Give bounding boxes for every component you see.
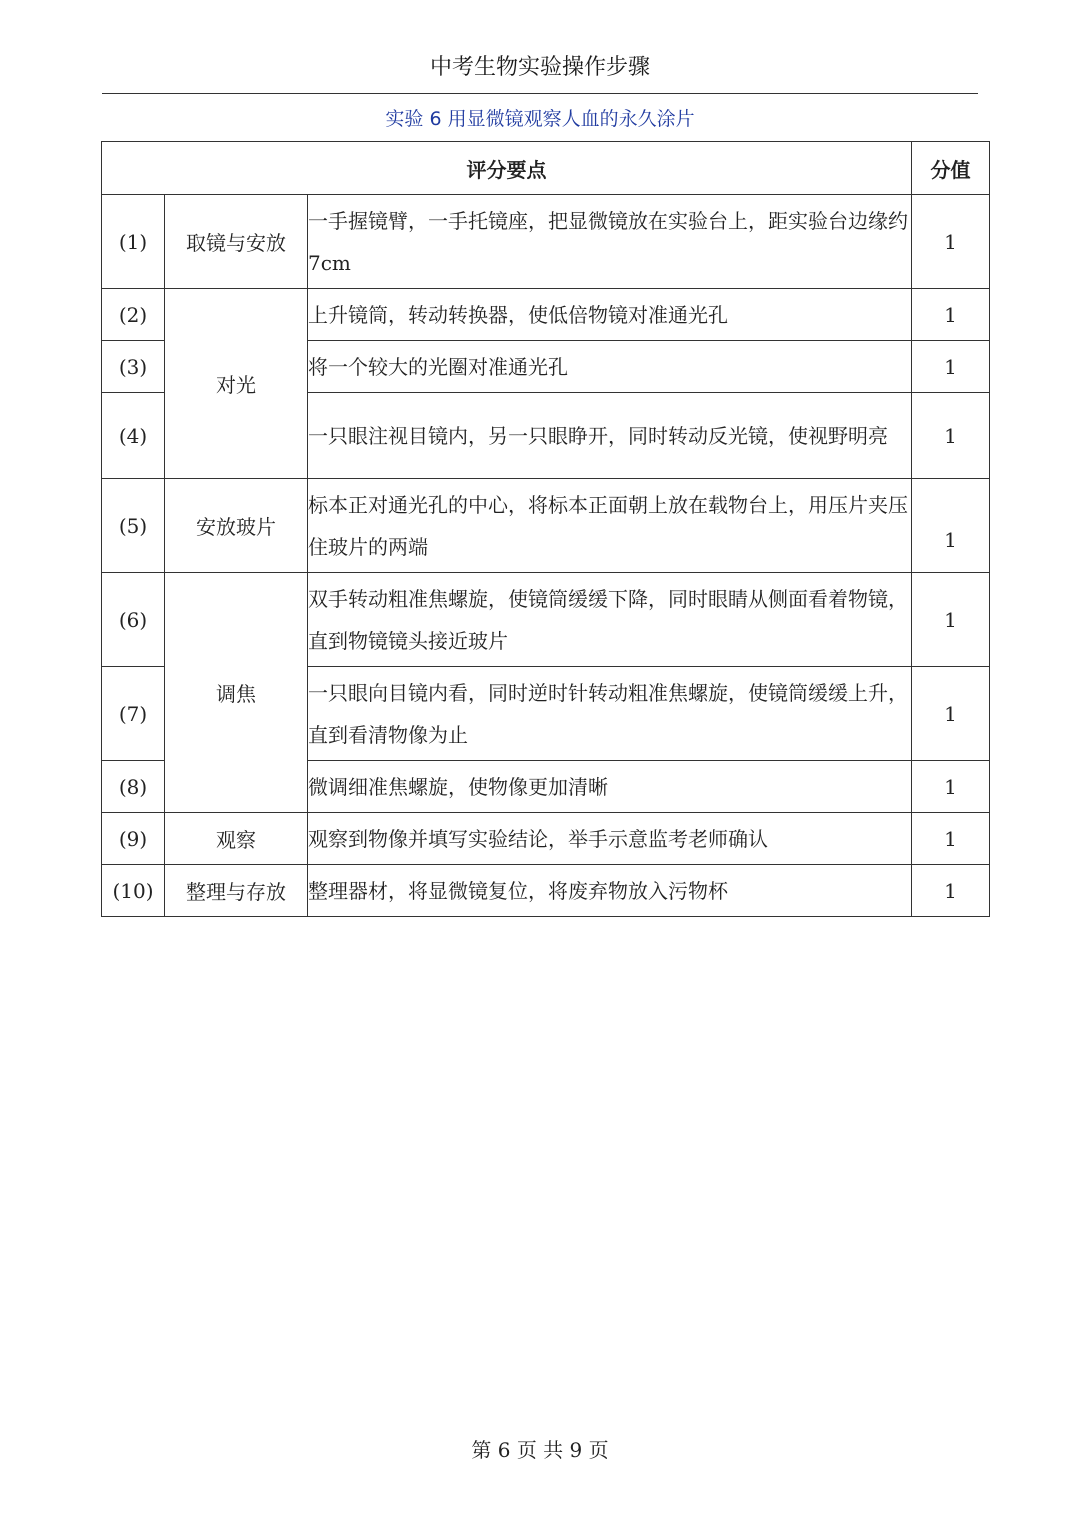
row-score: 1 (912, 761, 990, 813)
row-score: 1 (912, 813, 990, 865)
table-row (102, 813, 990, 865)
header-divider (102, 93, 978, 94)
row-description: 一只眼向目镜内看，同时逆时针转动粗准焦螺旋，使镜筒缓缓上升，直到看清物像为止 (308, 667, 912, 761)
row-description: 一手握镜臂，一手托镜座，把显微镜放在实验台上，距实验台边缘约7cm (308, 195, 912, 289)
row-description: 标本正对通光孔的中心，将标本正面朝上放在载物台上，用压片夹压住玻片的两端 (308, 479, 912, 573)
row-category: 整理与存放 (165, 865, 308, 917)
row-score: 1 (912, 479, 990, 573)
row-score: 1 (912, 289, 990, 341)
document-title: 中考生物实验操作步骤 (429, 55, 650, 80)
row-category: 调焦 (165, 573, 308, 813)
row-category: 观察 (165, 813, 308, 865)
table-row (102, 479, 990, 573)
row-number: (8) (102, 761, 165, 813)
row-number: (1) (102, 195, 165, 289)
header-points: 评分要点 (102, 142, 912, 195)
row-number: (9) (102, 813, 165, 865)
row-description: 将一个较大的光圈对准通光孔 (308, 341, 912, 393)
row-score: 1 (912, 195, 990, 289)
row-score: 1 (912, 393, 990, 479)
row-description: 观察到物像并填写实验结论，举手示意监考老师确认 (308, 813, 912, 865)
row-score: 1 (912, 865, 990, 917)
table-row (102, 195, 990, 289)
header-score: 分值 (912, 142, 990, 195)
row-description: 双手转动粗准焦螺旋，使镜筒缓缓下降，同时眼睛从侧面看着物镜，直到物镜镜头接近玻片 (308, 573, 912, 667)
section-title: 实验 6 用显微镜观察人血的永久涂片 (385, 108, 695, 130)
row-number: (6) (102, 573, 165, 667)
row-description: 上升镜筒，转动转换器，使低倍物镜对准通光孔 (308, 289, 912, 341)
row-category: 取镜与安放 (165, 195, 308, 289)
row-category: 安放玻片 (165, 479, 308, 573)
row-category: 对光 (165, 289, 308, 479)
row-score: 1 (912, 341, 990, 393)
row-description: 整理器材，将显微镜复位，将废弃物放入污物杯 (308, 865, 912, 917)
scoring-table (101, 141, 990, 917)
row-number: (3) (102, 341, 165, 393)
table-header-row (102, 142, 990, 195)
row-description: 微调细准焦螺旋，使物像更加清晰 (308, 761, 912, 813)
row-score: 1 (912, 573, 990, 667)
row-number: (4) (102, 393, 165, 479)
table-row (102, 573, 990, 667)
table-row (102, 865, 990, 917)
row-number: (2) (102, 289, 165, 341)
row-score: 1 (912, 667, 990, 761)
row-description: 一只眼注视目镜内，另一只眼睁开，同时转动反光镜，使视野明亮 (308, 393, 912, 479)
row-number: (5) (102, 479, 165, 573)
row-number: (10) (102, 865, 165, 917)
page-number: 第 6 页 共 9 页 (471, 1438, 609, 1462)
row-number: (7) (102, 667, 165, 761)
table-row (102, 289, 990, 341)
